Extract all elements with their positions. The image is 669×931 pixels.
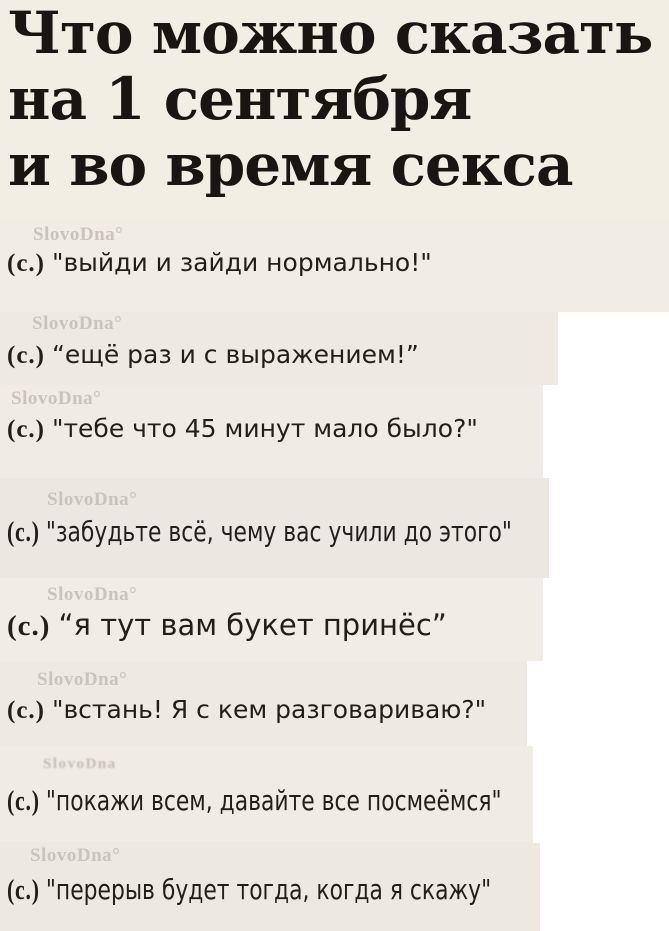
quote-prefix: (с.) xyxy=(7,786,40,817)
quote-prefix: (с.) xyxy=(7,875,40,906)
quote-text: "покажи всем, давайте все посмеёмся" xyxy=(45,784,502,817)
quote-row xyxy=(0,746,533,843)
quote-row xyxy=(0,312,558,385)
title-line-1: Что можно сказать xyxy=(8,0,653,67)
slovodna-watermark: SlovoDna° xyxy=(32,313,123,334)
quote-text: “я тут вам букет принёс” xyxy=(58,608,447,642)
quote-text-line xyxy=(7,414,478,444)
page-title xyxy=(8,0,652,198)
slovodna-watermark: SlovoDna° xyxy=(11,388,102,409)
quote-text-line xyxy=(7,695,486,725)
quote-text: “ещё раз и с выражением!” xyxy=(51,340,419,369)
quote-prefix: (с.) xyxy=(7,610,51,642)
quote-row xyxy=(0,578,543,661)
quote-text-line xyxy=(7,784,502,818)
quote-row xyxy=(0,661,527,746)
title-line-2: на 1 сентября xyxy=(8,65,472,133)
quote-text: "перерыв будет тогда, когда я скажу" xyxy=(45,873,492,906)
quote-text: "забудьте всё, чему вас учили до этого" xyxy=(45,515,512,548)
quote-text-line xyxy=(7,515,512,549)
quote-text-line xyxy=(7,248,432,278)
title-line-3: и во время секса xyxy=(8,131,573,199)
quote-text: "тебе что 45 минут мало было?" xyxy=(51,414,478,443)
quote-prefix: (с.) xyxy=(7,416,45,443)
quote-text-line xyxy=(7,340,419,370)
quote-row xyxy=(0,843,540,931)
slovodna-watermark: SlovoDna xyxy=(43,756,117,772)
quote-text-line xyxy=(7,873,491,907)
quote-prefix: (с.) xyxy=(7,250,45,277)
title-block xyxy=(0,0,669,220)
slovodna-watermark: SlovoDna° xyxy=(33,224,124,245)
quote-text: "встань! Я с кем разговариваю?" xyxy=(51,695,487,724)
slovodna-watermark: SlovoDna° xyxy=(47,584,138,605)
quote-row xyxy=(0,220,669,312)
quote-text-line xyxy=(7,608,447,643)
slovodna-watermark: SlovoDna° xyxy=(37,669,128,690)
quote-prefix: (с.) xyxy=(7,517,40,548)
quote-text: "выйди и зайди нормально!" xyxy=(51,248,432,277)
quote-prefix: (с.) xyxy=(7,697,45,724)
quote-row xyxy=(0,385,543,478)
quote-row xyxy=(0,478,549,578)
slovodna-watermark: SlovoDna° xyxy=(30,845,121,866)
slovodna-watermark: SlovoDna° xyxy=(47,489,138,510)
quote-prefix: (с.) xyxy=(7,342,45,369)
